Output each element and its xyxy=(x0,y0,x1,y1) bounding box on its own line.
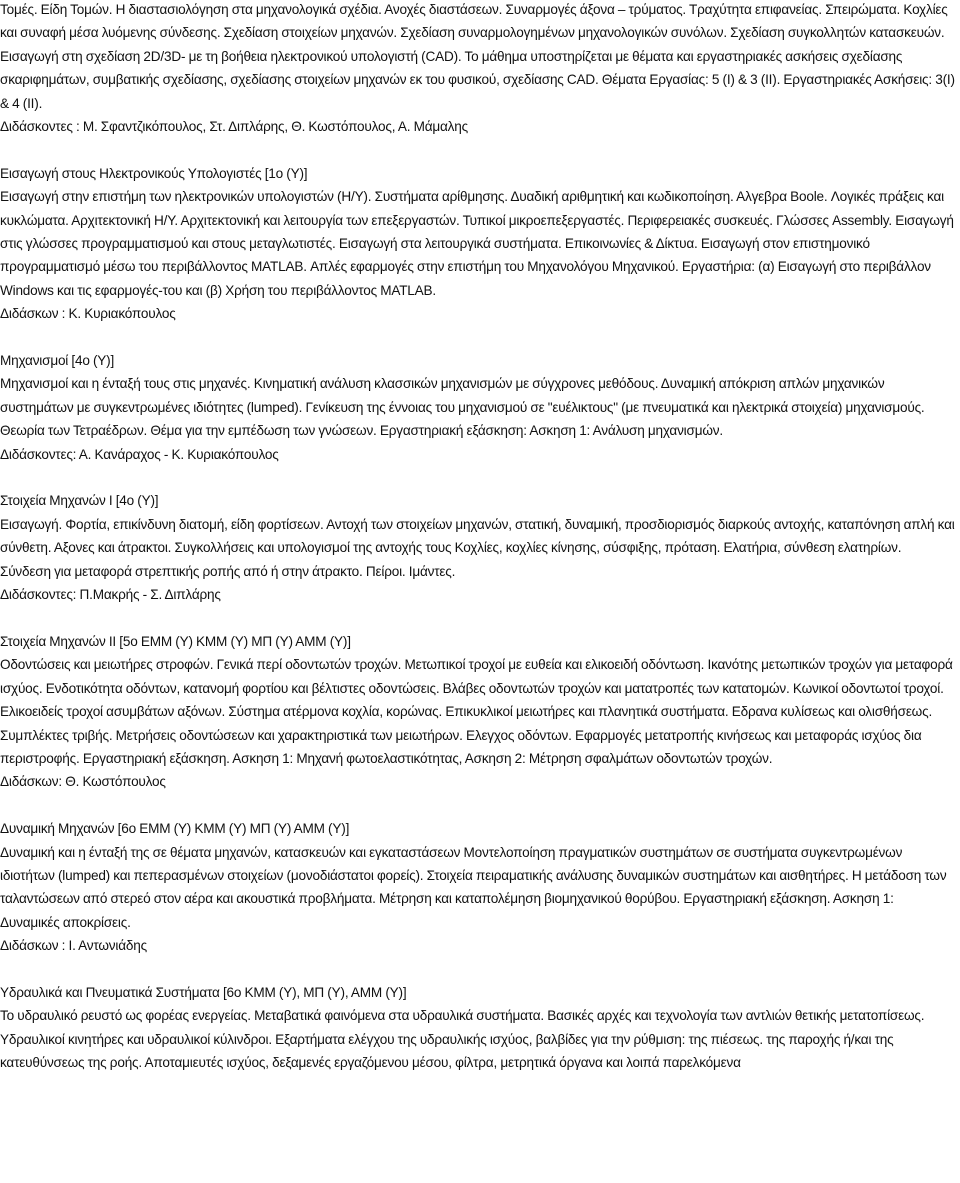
spacer xyxy=(0,326,955,349)
course-instructors: Διδάσκων: Θ. Κωστόπουλος xyxy=(0,774,166,790)
course-instructors: Διδάσκοντες: Α. Κανάραχος - Κ. Κυριακόπουλος xyxy=(0,446,279,462)
course-description: Οδοντώσεις και μειωτήρες στροφών. Γενικά περί οδοντωτών τροχών. Μετωπικοί τροχοί με ευθεία και ελικοειδή οδόντωση. Ικανότης μετωπικών τροχών για μεταφορά ισχύος. Ενδοτικότητα οδόντων, κατανομή φορτίου και βέλτιστες οδοντώσεις. Βλάβες οδοντωτών τροχών και ματατροπές των κατατομών. Κωνικοί οδοντωτοί τροχοί. Ελικοειδείς τροχοί ασυμβάτων αξόνων. Σύστημα ατέρμονα κοχλία, κορώνας. Επικυκλικοί μειωτήρες και πλανητικά συστήματα. Εδρανα κυλίσεως και ολισθήσεως. Συμπλέκτες τριβής. Μετρήσεις οδοντώσεων και χαρακτηριστικά των μειωτήρων. Ελεγχος οδόντων. Εφαρμογές μετατροπής κινήσεως και μεταφοράς ισχύος δια περιστροφής. Εργαστηριακή εξάσκηση. Ασκηση 1: Μηχανή φωτοελαστικότητας, Ασκηση 2: Μέτρηση σφαλμάτων οδοντωτών τροχών. xyxy=(0,657,953,766)
course-title: Εισαγωγή στους Ηλεκτρονικούς Υπολογιστές [1ο (Υ)] xyxy=(0,165,308,181)
intro-instructors: Διδάσκοντες : Μ. Σφαντζικόπουλος, Στ. Διπλάρης, Θ. Κωστόπουλος, Α. Μάμαλης xyxy=(0,119,468,135)
course-title: Δυναμική Μηχανών [6ο ΕΜΜ (Υ) ΚΜΜ (Υ) ΜΠ (Υ) ΑΜΜ (Υ)] xyxy=(0,821,350,837)
course-title: Στοιχεία Μηχανών Ι [4ο (Υ)] xyxy=(0,493,159,509)
intro-paragraph: Τομές. Είδη Τομών. Η διαστασιολόγηση στα μηχανολογικά σχέδια. Ανοχές διαστάσεων. Συναρμογές άξονα – τρύματος. Τραχύτητα επιφανείας. Σπειρώματα. Κοχλίες και συναφή μέσα λυόμενης σύνδεσης. Σχεδίαση στοιχείων μηχανών. Σχεδίαση συναρμολογημένων μηχανολογικών συνόλων. Σχεδίαση συγκολλητών κατασκευών. Εισαγωγή στη σχεδίαση 2D/3D- με τη βοήθεια ηλεκτρονικού υπολογιστή (CAD). Το μάθημα υποστηρίζεται με θέματα και εργαστηριακές ασκήσεις σχεδίασης σκαριφημάτων, συμβατικής σχεδίασης, σχεδίασης στοιχείων μηχανών εκ του φυσικού, σχεδίασης CAD. Θέματα Εργασίας: 5 (Ι) & 3 (ΙΙ). Εργαστηριακές Ασκήσεις: 3(Ι) & 4 (ΙΙ). xyxy=(0,2,955,111)
course-instructors: Διδάσκων : Κ. Κυριακόπουλος xyxy=(0,306,176,322)
course-instructors: Διδάσκων : Ι. Αντωνιάδης xyxy=(0,938,147,954)
course-title: Υδραυλικά και Πνευματικά Συστήματα [6ο ΚΜΜ (Υ), ΜΠ (Υ), ΑΜΜ (Υ)] xyxy=(0,984,407,1000)
course-description: Το υδραυλικό ρευστό ως φορέας ενεργείας. Μεταβατικά φαινόμενα στα υδραυλικά συστήματα. Βασικές αρχές και τεχνολογία των αντλιών θετικής μετατοπίσεως. Υδραυλικοί κινητήρες και υδραυλικοί κύλινδροι. Εξαρτήματα ελέγχου της υδραυλικής ισχύος, βαλβίδες για την ρύθμιση: της πιέσεως. της παροχής ή/και της κατευθύνσεως της ροής. Αποταμιευτές ισχύος, δεξαμενές εργαζόμενου μέσου, φίλτρα, μετρητικά όργανα και λοιπά παρελκόμενα xyxy=(0,1008,925,1071)
course-description: Δυναμική και η ένταξή της σε θέματα μηχανών, κατασκευών και εγκαταστάσεων Μοντελοποίηση πραγματικών συστημάτων σε συστήματα συγκεντρωμένων ιδιοτήτων (lumped) και πεπερασμένων στοιχείων (μονοδιάστατοι φορείς). Στοιχεία πειραματικής ανάλυσης δυναμικών συστημάτων και αισθητήρες. Η μετάδοση των ταλαντώσεων από στερεό στον αέρα και ακουστικά προβλήματα. Μέτρηση και καταπολέμηση βιομηχανικού θορύβου. Εργαστηριακή εξάσκηση. Ασκηση 1: Δυναμικές αποκρίσεις. xyxy=(0,844,947,930)
course-description: Μηχανισμοί και η ένταξή τους στις μηχανές. Κινηματική ανάλυση κλασσικών μηχανισμών με σύγχρονες μεθόδους. Δυναμική απόκριση απλών μηχανικών συστημάτων με συγκεντρωμένες ιδιότητες (lumped). Γενίκευση της έννοιας του μηχανισμού σε "ευέλικτους" (με πνευματικά και ηλεκτρικά στοιχεία) μηχανισμούς. Θεωρία των Τετραέδρων. Θέμα για την εμπέδωση των γνώσεων. Εργαστηριακή εξάσκηση: Ασκηση 1: Ανάλυση μηχανισμών. xyxy=(0,376,925,439)
course-title: Μηχανισμοί [4ο (Υ)] xyxy=(0,353,115,369)
course-description: Εισαγωγή. Φορτία, επικίνδυνη διατομή, είδη φορτίσεων. Αντοχή των στοιχείων μηχανών, στατική, δυναμική, προσδιορισμός διαρκούς αντοχής, καταπόνηση απλή και σύνθετη. Αξονες και άτρακτοι. Συγκολλήσεις και υπολογισμοί της αντοχής τους Κοχλίες, κοχλίες κίνησης, σύσφιξης, πρόταση. Ελατήρια, σύνθεση ελατηρίων. Σύνδεση για μεταφορά στρεπτικής ροπής από ή στην άτρακτο. Πείροι. Ιμάντες. xyxy=(0,516,955,579)
course-description: Εισαγωγή στην επιστήμη των ηλεκτρονικών υπολογιστών (Η/Υ). Συστήματα αρίθμησης. Δυαδική αριθμητική και κωδικοποίηση. Αλγεβρα Boole. Λογικές πράξεις και κυκλώματα. Αρχιτεκτονική Η/Υ. Αρχιτεκτονική και λειτουργία των επεξεργαστών. Τυπικοί μικροεπεξεργαστές. Περιφερειακές συσκευές. Γλώσσες Assembly. Εισαγωγή στις γλώσσες προγραμματισμού και στους μεταγλωτιστές. Εισαγωγή στα λειτουργικά συστήματα. Επικοινωνίες & Δίκτυα. Εισαγωγή στον επιστημονικό προγραμματισμό μέσω του περιβάλλοντος MATLAB. Απλές εφαρμογές στην επιστήμη του Μηχανολόγου Μηχανικού. Εργαστήρια: (α) Εισαγωγή στο περιβάλλον Windows και τις εφαρμογές-του και (β) Χρήση του περιβάλλοντος MATLAB. xyxy=(0,189,954,298)
spacer xyxy=(0,466,955,489)
spacer xyxy=(0,138,955,161)
spacer xyxy=(0,607,955,630)
spacer xyxy=(0,958,955,981)
course-title: Στοιχεία Μηχανών ΙΙ [5ο ΕΜΜ (Υ) ΚΜΜ (Υ) ΜΠ (Υ) ΑΜΜ (Υ)] xyxy=(0,633,351,649)
course-instructors: Διδάσκοντες: Π.Μακρής - Σ. Διπλάρης xyxy=(0,587,221,603)
spacer xyxy=(0,794,955,817)
